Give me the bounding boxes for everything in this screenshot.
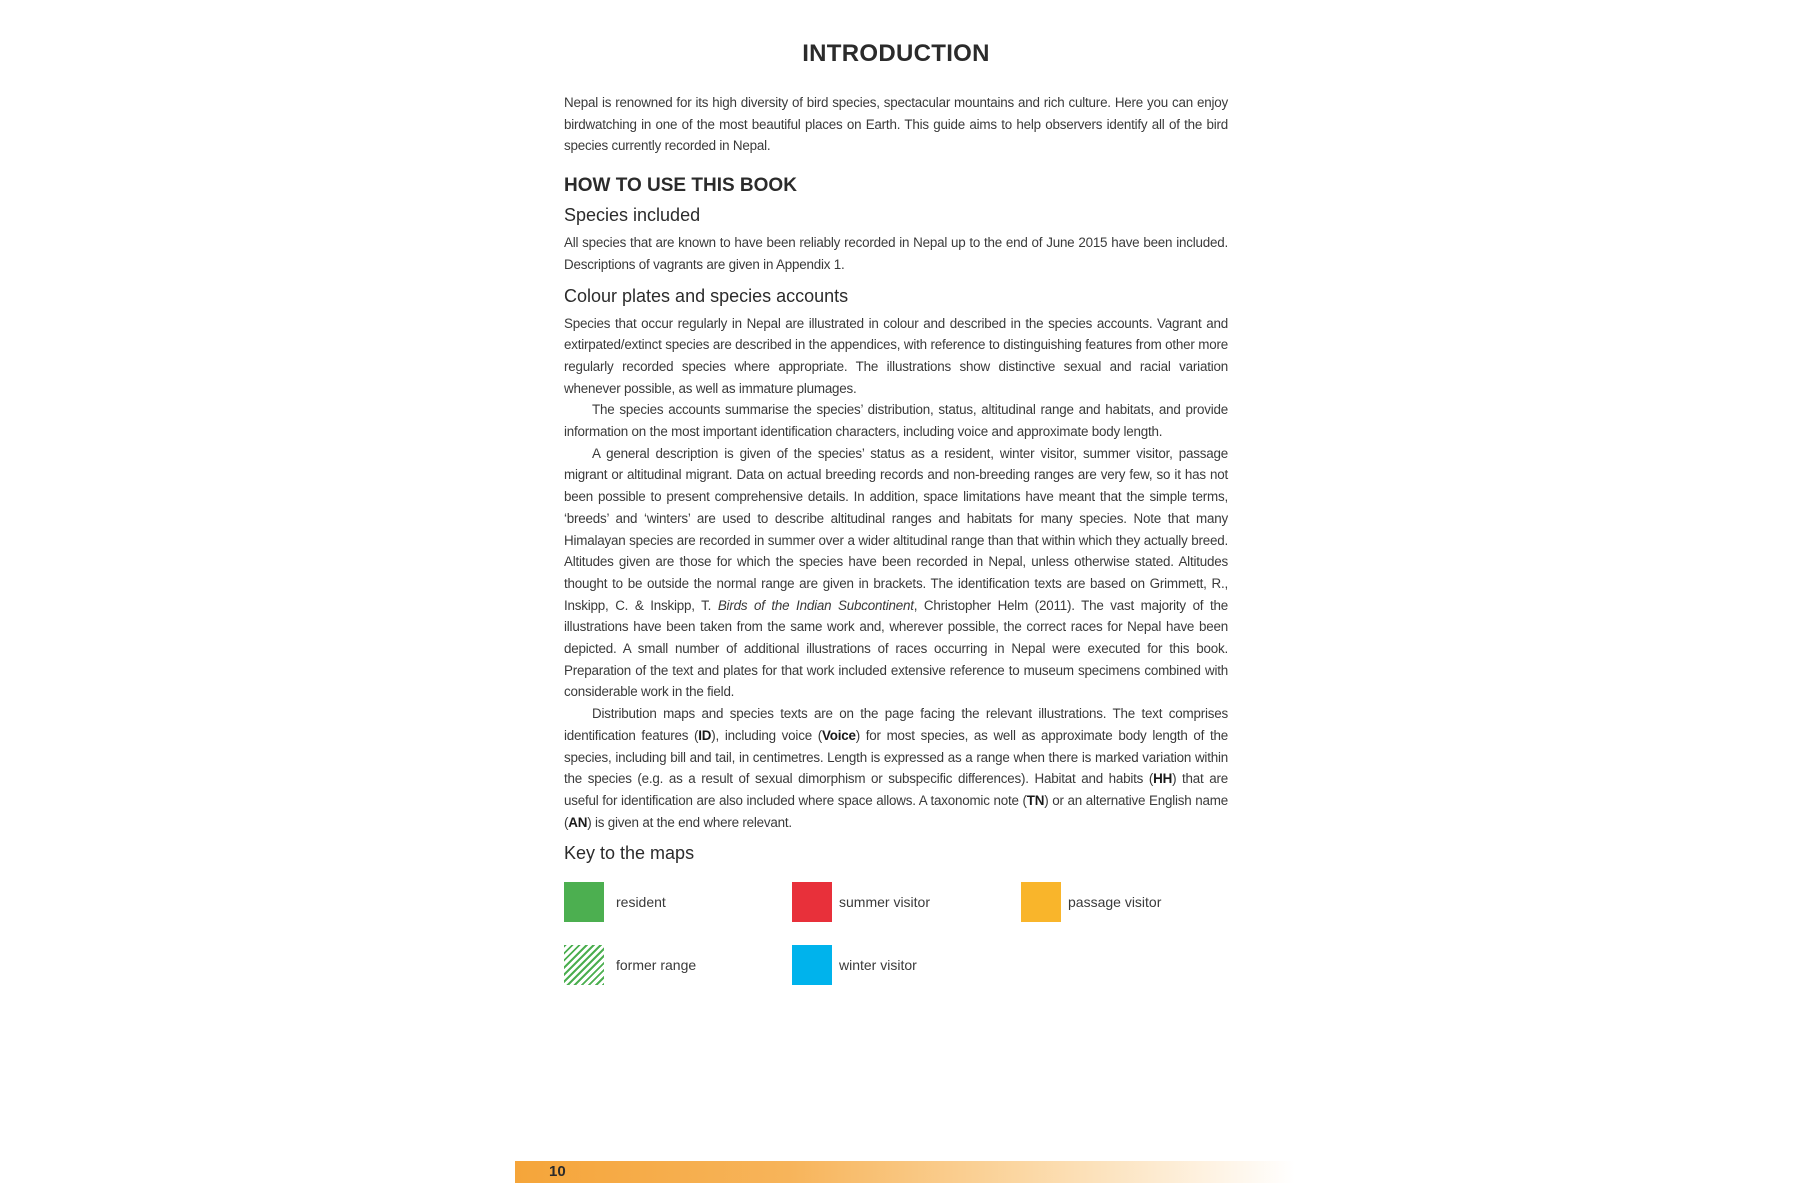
abbr-hh: HH [1153,771,1173,787]
key-heading: Key to the maps [564,843,695,864]
legend-item-resident [564,882,666,922]
p4-text-f: ) is given at the end where relevant. [587,814,792,830]
p3-text-after: , Christopher Helm (2011). The vast majority of the illustrations have been taken from the same work and, wherever possible, the correct races for Nepal have been depicted. A small number of additional illustrations of races occurring in Nepal were executed for this book. Preparation of the text and plates for that work included extensive reference to museum specimens combined with considerable work in the field. [564,597,1228,700]
p4-text-a: Distribution maps and species texts are on the page facing the relevant illustrations. The text comprises identification features ( [564,706,1228,743]
colour-plates-paragraph-2: The species accounts summarise the species’ distribution, status, altitudinal range and habitats, and provide information on the most important identification characters, including voice and approximate body length. [564,402,1228,440]
footer-bar [515,1161,1295,1183]
colour-plates-heading: Colour plates and species accounts [564,285,849,306]
summer-visitor-swatch [792,882,832,922]
legend-label: summer visitor [839,894,931,911]
species-included-heading: Species included [564,205,701,226]
legend-item-former-range [564,945,696,985]
legend-item-passage-visitor [1021,882,1161,922]
colour-plates-paragraph-4 [564,703,1228,833]
p4-text-d: ) that are useful for identification are also included where space allows. A taxonomic note ( [564,771,1229,808]
p4-text-e: ) or an alternative English name ( [564,792,1228,830]
intro-paragraph: Nepal is renowned for its high diversity of bird species, spectacular mountains and rich culture. Here you can enjoy birdwatching in one of the most beautiful places on Earth. This guide aims to help observers identify all of the bird species currently recorded in Nepal. [564,95,1228,154]
legend-label: passage visitor [1068,894,1162,911]
abbr-tn: TN [1026,792,1045,808]
abbr-id: ID [698,727,712,743]
p4-text-c: ) for most species, as well as approximate body length of the species, including bill and tail, in centimetres. Length is expressed as a range when there is marked variation within the species (e.g. as a result of sexual dimorphism or subspecific differences). Habitat and habits ( [564,727,1228,787]
abbr-an: AN [568,814,588,830]
former-range-swatch [564,945,604,985]
colour-plates-paragraph-1: Species that occur regularly in Nepal are illustrated in colour and described in the species accounts. Vagrant and extirpated/extinct species are described in the appendices, with reference to distinguishing features from other more regularly recorded species where appropriate. The illustrations show distinctive sexual and racial variation whenever possible, as well as immature plumages. [564,315,1228,396]
page-title: INTRODUCTION [802,40,990,67]
legend-label: former range [616,957,697,974]
page-number: 10 [549,1163,566,1180]
p3-text-before: A general description is given of the species’ status as a resident, winter visitor, summer visitor, passage migrant or altitudinal migrant. Data on actual breeding records and non-breeding ranges are very few, so it has not been possible to present comprehensive details. In addition, space limitations have meant that the simple terms, ‘breeds’ and ‘winters’ are used to describe altitudinal ranges and habitats for many species. Note that many Himalayan species are recorded in summer over a wider altitudinal range than that within which they actually breed. Altitudes given are those for which the species have been recorded in Nepal, unless otherwise stated. Altitudes thought to be outside the normal range are given in brackets. The identification texts are based on Grimmett, R., Inskipp, C. & Inskipp, T. [564,445,1228,613]
how-to-heading: HOW TO USE THIS BOOK [564,175,797,197]
book-title: Birds of the Indian Subcontinent [717,597,914,613]
legend-label: winter visitor [839,957,917,974]
page-content [564,40,1228,1004]
passage-visitor-swatch [1021,882,1061,922]
species-included-paragraph: All species that are known to have been reliably recorded in Nepal up to the end of June 2015 have been included. Descriptions of vagrants are given in Appendix 1. [564,235,1228,272]
legend-label: resident [616,894,666,911]
resident-swatch [564,882,604,922]
p4-text-b: ), including voice ( [711,727,822,743]
abbr-voice: Voice [822,727,856,743]
legend-item-summer-visitor [792,882,930,922]
map-key-legend [564,874,1228,1004]
colour-plates-paragraph-3 [564,443,1228,703]
legend-item-winter-visitor [792,945,917,985]
winter-visitor-swatch [792,945,832,985]
